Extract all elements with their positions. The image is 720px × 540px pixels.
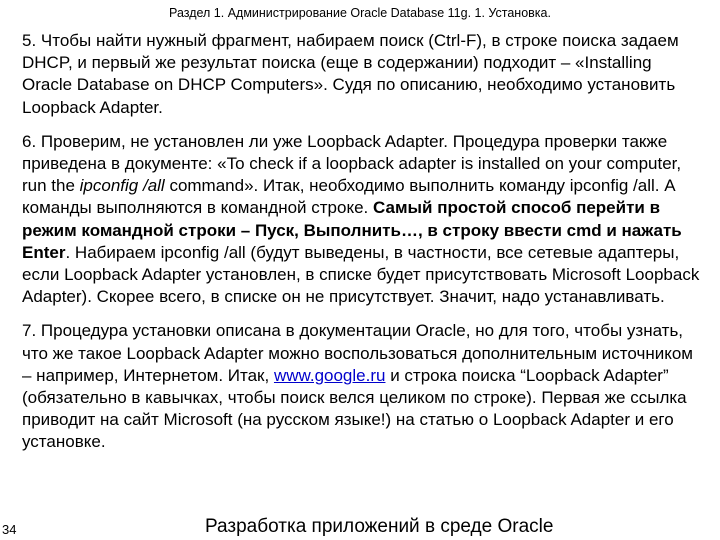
page-header: Раздел 1. Администрирование Oracle Database 11g. 1. Установка. (169, 6, 551, 20)
paragraph-5: 5. Чтобы найти нужный фрагмент, набираем поиск (Ctrl-F), в строке поиска задаем DHCP, и первый же результат поиска (еще в содержании) подходит – «Installing Oracle Database on DHCP Computers». Судя по описанию, необходимо установить Loopback Adapter. (22, 31, 679, 117)
document-body (22, 30, 702, 466)
p7-text-a: 7. Процедура установки описана в документации Oracle, но для того, чтобы узнать, что же такое Loopback Adapter можно воспользоваться дополнительным источником – например, Интернетом. Итак, (22, 321, 693, 385)
footer-title: Разработка приложений в среде Oracle (205, 516, 554, 537)
google-link[interactable]: www.google.ru (273, 365, 386, 385)
p6-text-a: 6. Проверим, не установлен ли уже Loopback Adapter. Процедура проверки также приведена в документе: «To check if a loopback adapter is installed on your computer, run the (22, 131, 682, 196)
p7-text-b: и строка поиска “Loopback Adapter” (обязательно в кавычках, чтобы поиск велся целиком по строке). Первая же ссылка приводит на сайт Microsoft (на русском языке!) на статью о Loopback Adapter и его установке. (22, 365, 687, 452)
ipconfig-command: ipconfig /all (79, 176, 165, 196)
p6-text-b: command». Итак, необходимо выполнить команду ipconfig /all. А команды выполняются в командной строке. (22, 176, 676, 218)
paragraph-7 (22, 320, 702, 453)
p6-text-c: . Набираем ipconfig /all (будут выведены, в частности, все сетевые адаптеры, если Loopback Adapter установлен, в списке будет присутствовать Microsoft Loopback Adapter). Скорее всего, в списке он не присутствует. Значит, надо устанавливать. (22, 242, 700, 307)
page-number: 34 (2, 522, 17, 537)
p6-bold-instruction: Самый простой способ перейти в режим командной строки – Пуск, Выполнить…, в строку ввести cmd и нажать Enter (22, 198, 682, 262)
paragraph-6 (22, 131, 702, 309)
